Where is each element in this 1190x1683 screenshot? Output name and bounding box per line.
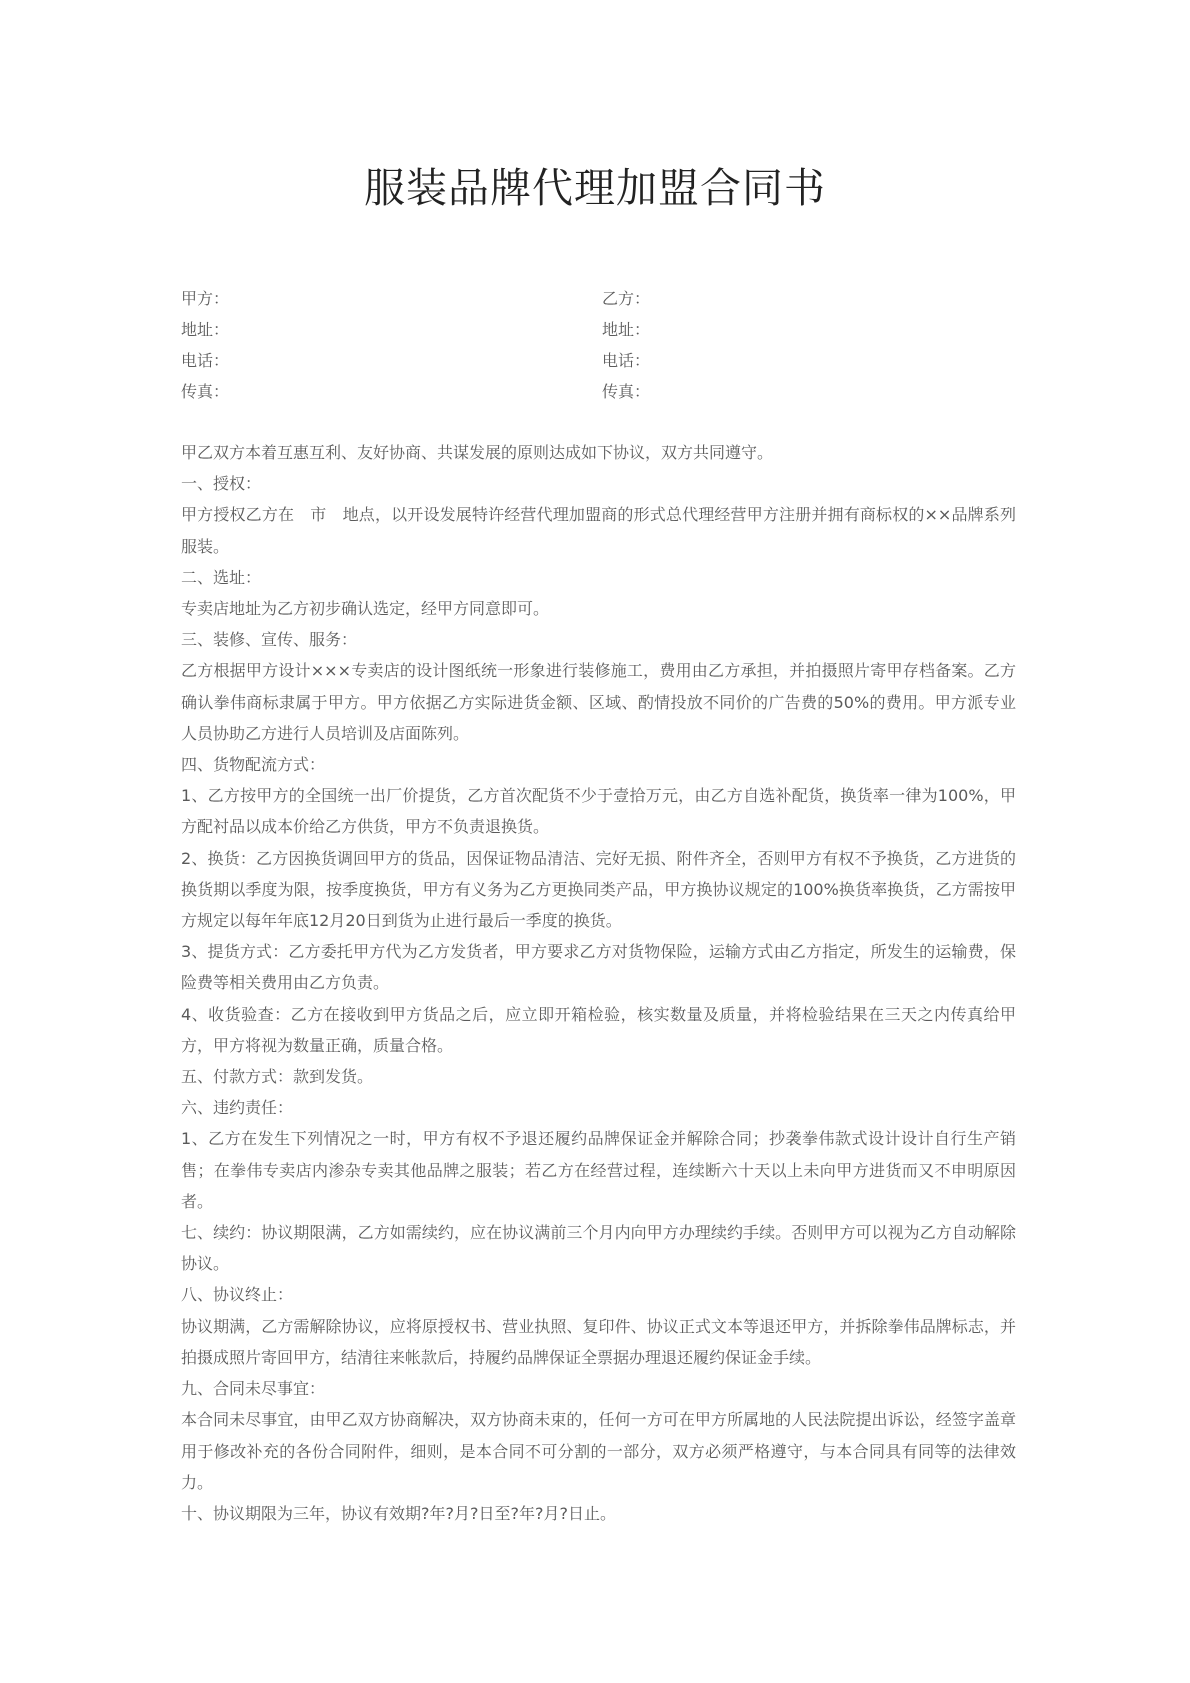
- party-a-label: 甲方：: [181, 289, 230, 308]
- section-heading-authorization: 一、授权：: [181, 474, 262, 494]
- section-heading-termination: 八、协议终止：: [181, 1285, 294, 1305]
- party-row-address: [181, 314, 1011, 345]
- party-row-fax: [181, 376, 1011, 407]
- section-heading-term: 十、协议期限为三年，协议有效期?年?月?日至?年?月?日止。: [181, 1503, 616, 1523]
- clause-paragraph: 4、收货验查：乙方在接收到甲方货品之后，应立即开箱检验，核实数量及质量，并将检验结果在三天之内传真给甲方，甲方将视为数量正确，质量合格。: [181, 1004, 1016, 1055]
- clause-paragraph: 2、换货：乙方因换货调回甲方的货品，因保证物品清洁、完好无损、附件齐全，否则甲方有权不予换货，乙方进货的换货期以季度为限，按季度换货，甲方有义务为乙方更换同类产品，甲方换协议规定的100%换货率换货，乙方需按甲方规定以每年年底12月20日到货为止进行最后一季度的换货。: [181, 848, 1016, 931]
- party-a-fax-label: 传真：: [181, 382, 230, 401]
- party-b-fax-label: 传真：: [602, 382, 651, 401]
- party-row-phone: [181, 345, 1011, 376]
- document-title: 服装品牌代理加盟合同书: [364, 164, 826, 212]
- clause-paragraph: 甲方授权乙方在 市 地点，以开设发展特许经营代理加盟商的形式总代理经营甲方注册并拥有商标权的××品牌系列服装。: [181, 505, 1016, 556]
- clause-paragraph: 1、乙方按甲方的全国统一出厂价提货，乙方首次配货不少于壹拾万元，由乙方自选补配货，换货率一律为100%，甲方配衬品以成本价给乙方供货，甲方不负责退换货。: [181, 786, 1016, 837]
- party-b-phone-label: 电话：: [602, 351, 651, 370]
- clause-paragraph: 本合同未尽事宜，由甲乙双方协商解决，双方协商未束的，任何一方可在甲方所属地的人民法院提出诉讼，经签字盖章用于修改补充的各份合同附件，细则，是本合同不可分割的一部分，双方必须严格遵守，与本合同具有同等的法律效力。: [181, 1410, 1016, 1492]
- party-info-block: [181, 283, 1011, 407]
- clause-paragraph: 3、提货方式：乙方委托甲方代为乙方发货者，甲方要求乙方对货物保险，运输方式由乙方指定，所发生的运输费，保险费等相关费用由乙方负责。: [181, 942, 1016, 993]
- party-row-party: [181, 283, 1011, 314]
- clause-paragraph: 乙方根据甲方设计×××专卖店的设计图纸统一形象进行装修施工，费用由乙方承担，并拍摄照片寄甲存档备案。乙方确认拳伟商标隶属于甲方。甲方依据乙方实际进货金额、区域、酌情投放不同价的广告费的50%的费用。甲方派专业人员协助乙方进行人员培训及店面陈列。: [181, 661, 1016, 743]
- section-heading-decoration: 三、装修、宣传、服务：: [181, 630, 358, 650]
- section-heading-renewal: 七、续约：协议期限满，乙方如需续约，应在协议满前三个月内向甲方办理续约手续。否则甲方可以视为乙方自动解除协议。: [181, 1223, 1016, 1274]
- section-heading-site: 二、选址：: [181, 567, 262, 587]
- section-heading-payment: 五、付款方式：款到发货。: [181, 1067, 374, 1087]
- contract-body: [181, 437, 1016, 1529]
- preamble-paragraph: 甲乙双方本着互惠互利、友好协商、共谋发展的原则达成如下协议，双方共同遵守。: [181, 443, 774, 462]
- party-a-phone-label: 电话：: [181, 351, 230, 370]
- party-a-address-label: 地址：: [181, 320, 230, 339]
- clause-paragraph: 协议期满，乙方需解除协议，应将原授权书、营业执照、复印件、协议正式文本等退还甲方，并拆除拳伟品牌标志，并拍摄成照片寄回甲方，结清往来帐款后，持履约品牌保证全票据办理退还履约保证金手续。: [181, 1316, 1016, 1367]
- party-b-address-label: 地址：: [602, 320, 651, 339]
- section-heading-logistics: 四、货物配流方式：: [181, 755, 326, 775]
- clause-paragraph: 专卖店地址为乙方初步确认选定，经甲方同意即可。: [181, 599, 550, 619]
- party-b-label: 乙方：: [602, 289, 651, 308]
- clause-paragraph: 1、乙方在发生下列情况之一时，甲方有权不予退还履约品牌保证金并解除合同；抄袭拳伟款式设计设计自行生产销售；在拳伟专卖店内渗杂专卖其他品牌之服装；若乙方在经营过程，连续断六十天以上未向甲方进货而又不申明原因者。: [181, 1129, 1016, 1211]
- section-heading-breach: 六、违约责任：: [181, 1098, 294, 1118]
- section-heading-misc: 九、合同未尽事宜：: [181, 1379, 326, 1399]
